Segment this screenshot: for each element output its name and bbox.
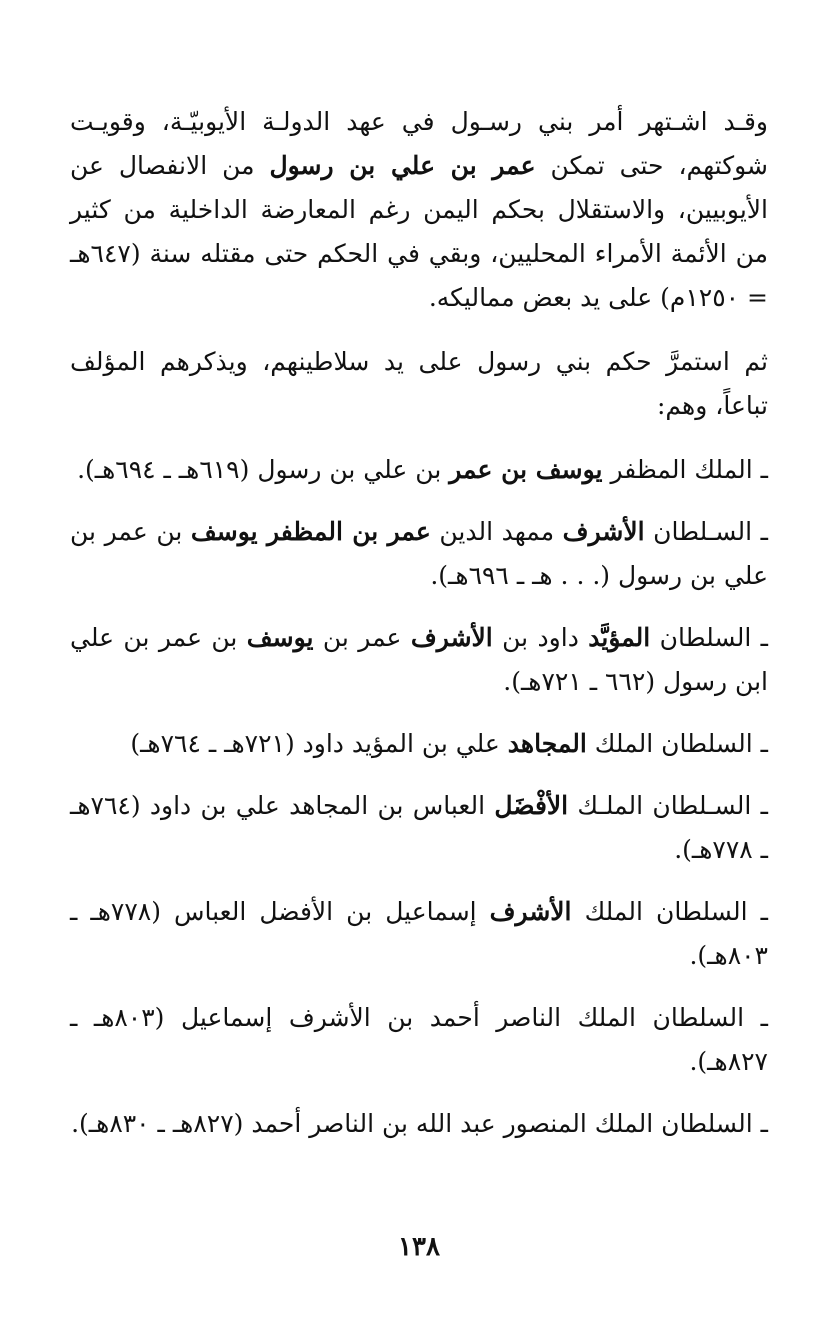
bold-name-segment: الأشرف — [489, 897, 572, 926]
text-segment: علي بن المؤيد داود (٧٢١هـ ـ ٧٦٤هـ) — [130, 729, 508, 758]
bold-name-segment: يوسف بن عمر — [449, 455, 603, 484]
text-segment: ـ السـلطان الملـك — [568, 791, 768, 820]
ruler-entry — [70, 890, 768, 978]
text-segment: ـ السلطان الملك — [571, 897, 768, 926]
ruler-entry — [70, 510, 768, 598]
ruler-entry — [70, 784, 768, 872]
bold-name-segment: الأشرف — [562, 517, 645, 546]
text-segment: بن عمر بن علي بن رسول (. . . هـ ـ ٦٩٦هـ). — [70, 517, 768, 590]
bold-name-segment: عمر بن المظفر يوسف — [190, 517, 431, 546]
intro-section — [70, 100, 768, 428]
text-segment: العباس بن المجاهد علي بن داود (٧٦٤هـ ـ ٧٧٨هـ). — [70, 791, 768, 864]
bold-name-segment: المؤيَّد — [588, 623, 651, 652]
ruler-entry — [70, 448, 768, 492]
ruler-entry — [70, 1102, 768, 1146]
bold-name-segment: المجاهد — [507, 729, 587, 758]
text-segment: بن علي بن رسول (٦١٩هـ ـ ٦٩٤هـ). — [77, 455, 450, 484]
text-segment: وقـد اشـتهر أمر بني رسـول في عهد الدولـة الأيوبيّـة، وقويـت شوكتهم، حتى تمكن — [70, 107, 768, 180]
page-body — [70, 100, 768, 1322]
text-segment: ـ السلطان الملك المنصور عبد الله بن الناصر أحمد (٨٢٧هـ ـ ٨٣٠هـ). — [71, 1109, 768, 1138]
rulers-list — [70, 448, 768, 1146]
text-segment: من الانفصال عن الأيوبيين، والاستقلال بحكم اليمن رغم المعارضة الداخلية من كثير من الأئمة الأمراء المحليين، وبقي في الحكم حتى مقتله سنة (٦٤٧هـ = ١٢٥٠م) على يد بعض مماليكه. — [70, 151, 768, 312]
text-segment: ـ السلطان الملك — [586, 729, 768, 758]
bold-name-segment: عمر بن علي بن رسول — [269, 151, 536, 180]
intro-paragraph — [70, 340, 768, 428]
text-segment: ـ السلطان — [650, 623, 769, 652]
bold-name-segment: الأفْضَل — [494, 791, 569, 820]
text-segment: إسماعيل بن الأفضل العباس (٧٧٨هـ ـ ٨٠٣هـ). — [70, 897, 768, 970]
ruler-entry — [70, 722, 768, 766]
intro-paragraph — [70, 100, 768, 320]
ruler-entry — [70, 996, 768, 1084]
page-number: ١٣٨ — [398, 1232, 440, 1262]
text-segment: بن عمر بن علي ابن رسول (٦٦٢ ـ ٧٢١هـ). — [70, 623, 768, 696]
text-segment: ـ السلطان الملك الناصر أحمد بن الأشرف إسماعيل (٨٠٣هـ ـ ٨٢٧هـ). — [70, 1003, 768, 1076]
text-segment: داود بن — [492, 623, 589, 652]
text-segment: ـ الملك المظفر — [602, 455, 768, 484]
text-segment: ثم استمرَّ حكم بني رسول على يد سلاطينهم، ويذكرهم المؤلف تباعاً، وهم: — [70, 347, 768, 420]
bold-name-segment: الأشرف — [410, 623, 493, 652]
ruler-entry — [70, 616, 768, 704]
text-segment: ممهد الدين — [430, 517, 563, 546]
text-segment: عمر بن — [313, 623, 411, 652]
bold-name-segment: يوسف — [246, 623, 314, 652]
text-segment: ـ السـلطان — [644, 517, 768, 546]
